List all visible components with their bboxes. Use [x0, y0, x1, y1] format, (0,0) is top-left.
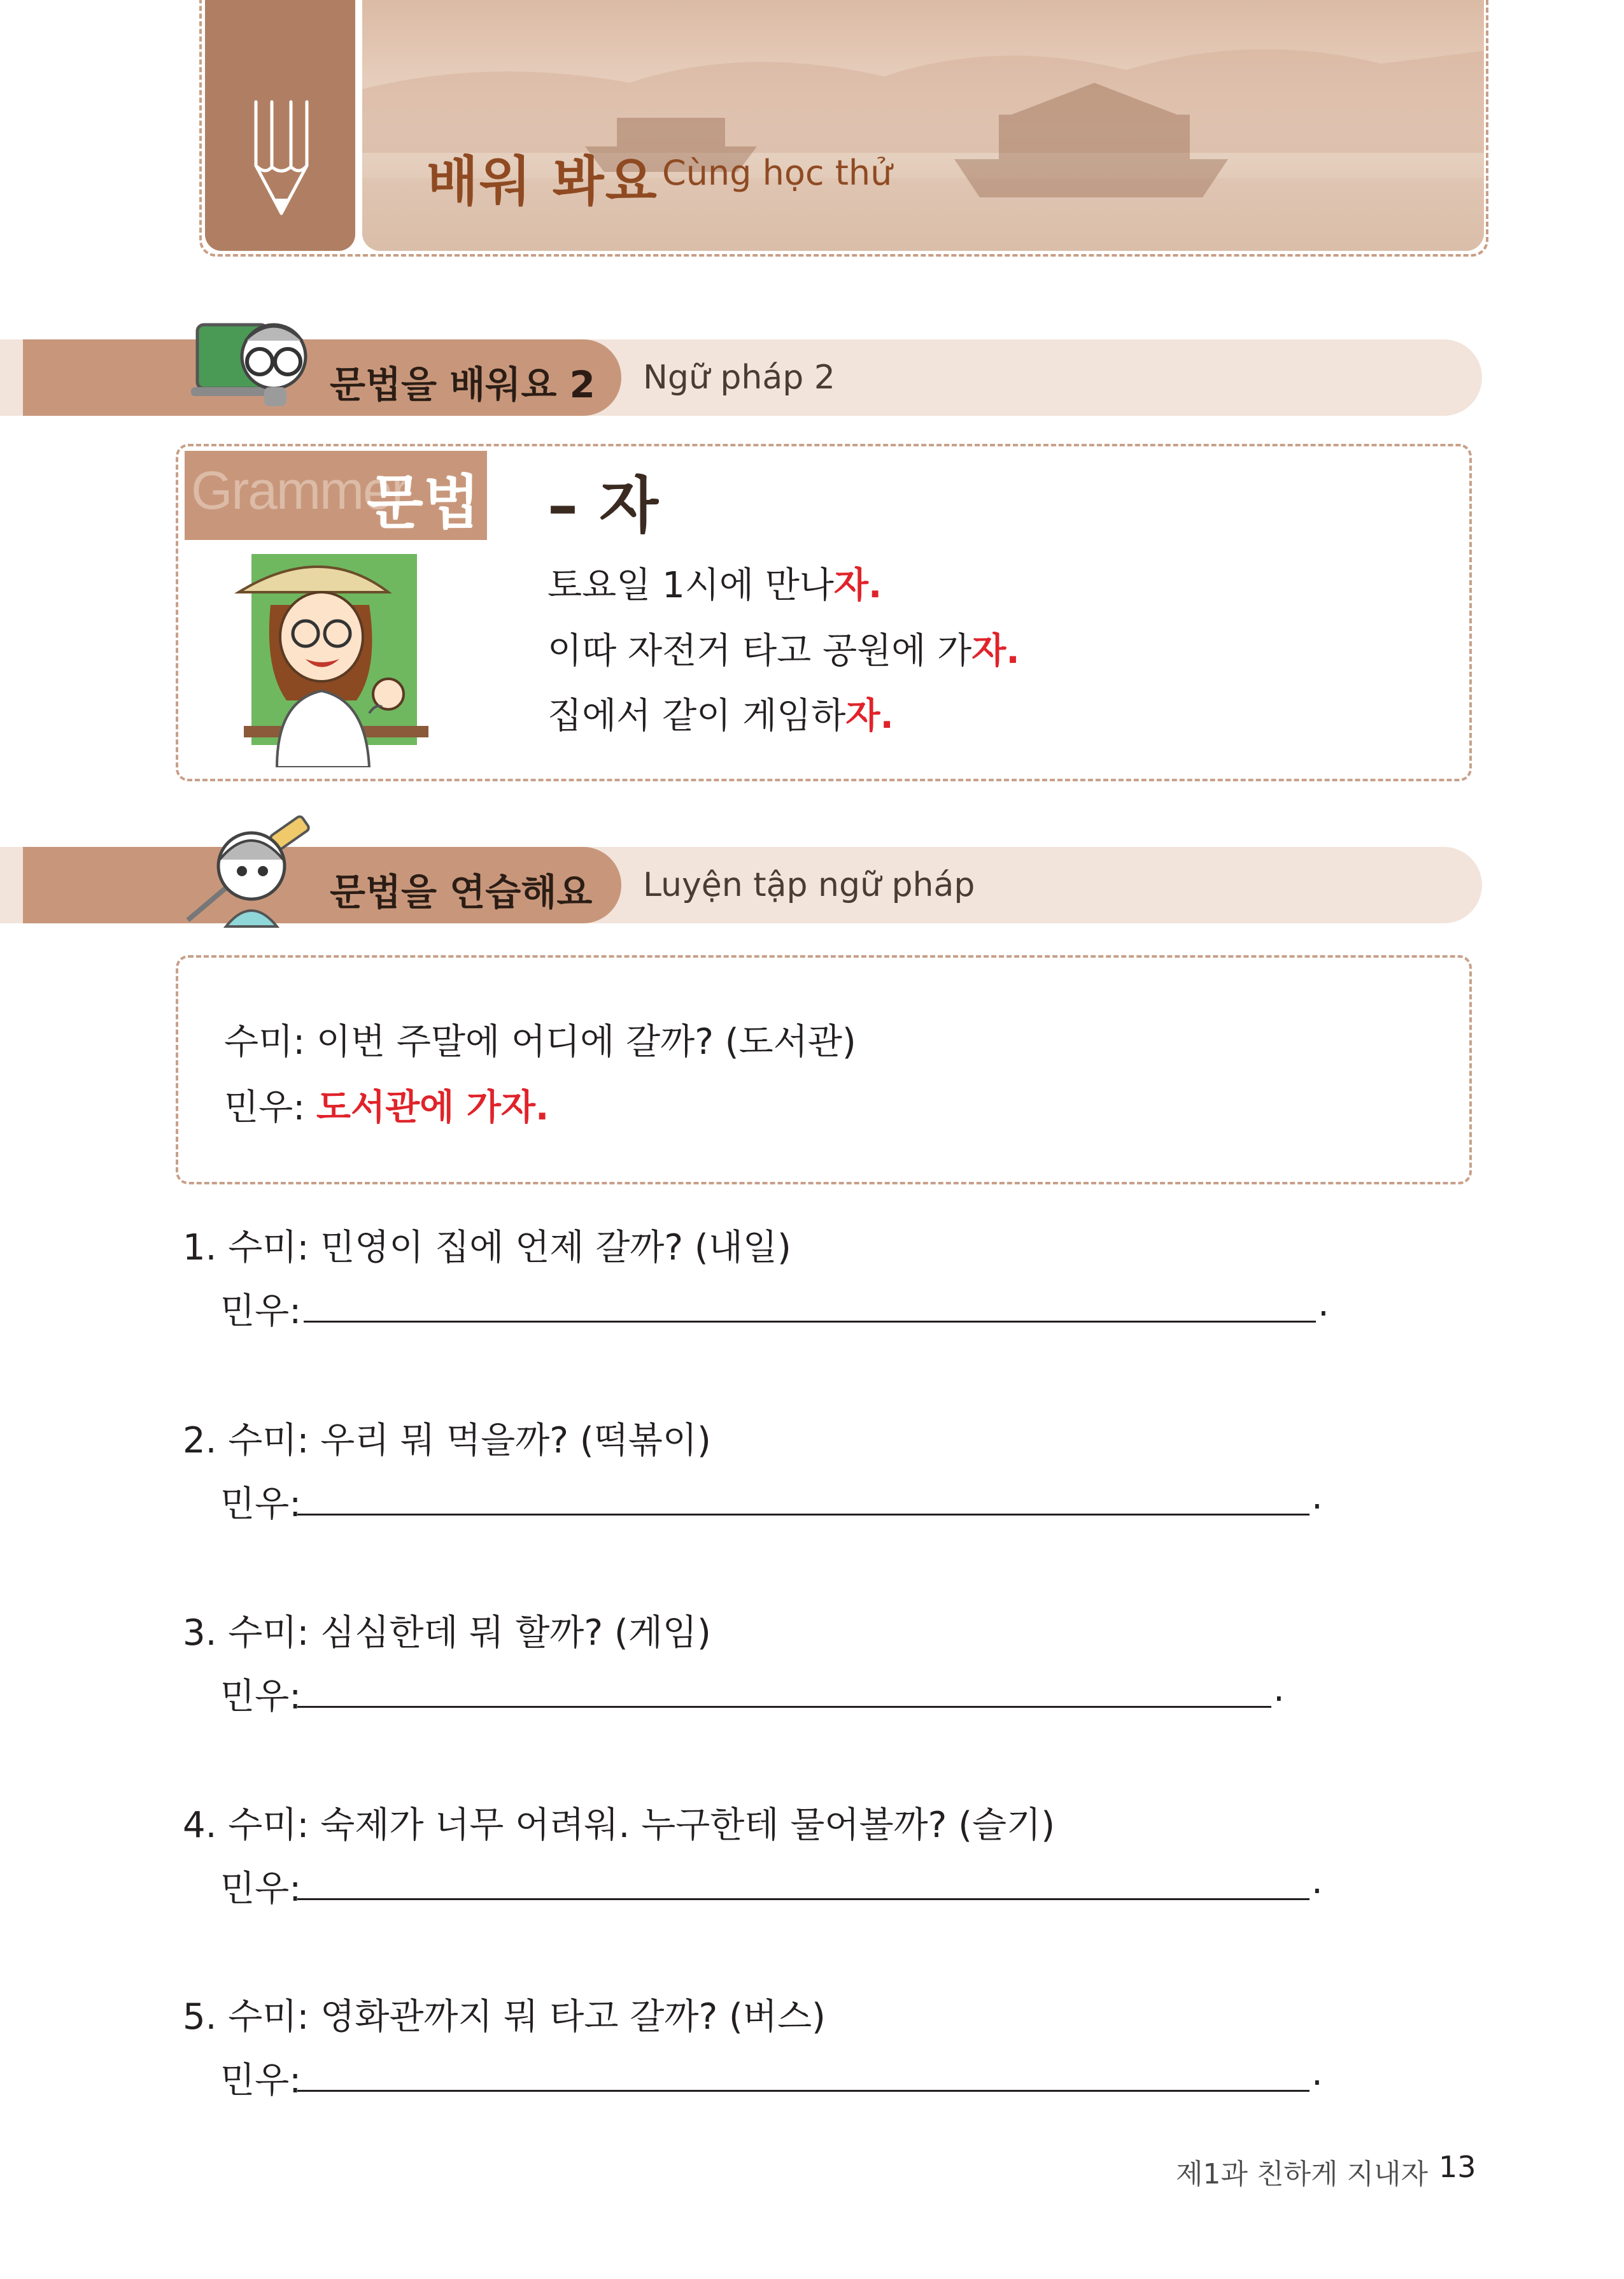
example-line: 집에서 같이 게임하자.	[547, 695, 894, 737]
teacher-glasses-icon	[191, 312, 318, 414]
answer-input-line[interactable]	[304, 1321, 1316, 1323]
pencil-character-icon	[181, 815, 315, 930]
grammar-label-en: Grammer	[191, 460, 408, 520]
grammar-heading: – 자	[547, 470, 659, 541]
page-number: 13	[1439, 2150, 1476, 2184]
answer-speaker: 민우:	[220, 2060, 302, 2101]
exercise-question: 4. 수미: 숙제가 너무 어려워. 누구한테 물어볼까? (슬기)	[183, 1805, 1056, 1846]
example-line: 이따 자전거 타고 공원에 가자.	[547, 630, 1020, 672]
pencil-icon	[243, 96, 320, 223]
answer-period: .	[1311, 1861, 1323, 1902]
exercise-question: 2. 수미: 우리 뭐 먹을까? (떡볶이)	[183, 1420, 711, 1461]
practice-section-title-vi: Luyện tập ngữ pháp	[643, 866, 975, 904]
practice-example-box	[176, 955, 1472, 1184]
example-line: 토요일 1시에 만나자.	[547, 565, 882, 606]
answer-period: .	[1311, 1476, 1323, 1517]
exercise-question: 3. 수미: 심심한데 뭐 할까? (게임)	[183, 1612, 711, 1654]
answer-period: .	[1311, 2052, 1323, 2094]
answer-input-line[interactable]	[297, 1514, 1310, 1516]
exercise-question: 5. 수미: 영화관까지 뭐 타고 갈까? (버스)	[183, 1996, 826, 2038]
answer-speaker: 민우:	[220, 1484, 302, 1525]
answer-input-line[interactable]	[297, 2090, 1310, 2092]
banner-title-vi: Cùng học thử	[662, 153, 893, 193]
grammar-label-ko: 문법	[367, 469, 480, 537]
answer-period: .	[1318, 1283, 1329, 1324]
grammar-section-title-vi: Ngữ pháp 2	[643, 359, 835, 397]
answer-speaker: 민우:	[220, 1291, 302, 1332]
answer-input-line[interactable]	[297, 1706, 1271, 1708]
footer-chapter: 제1과 친하게 지내자	[1176, 2158, 1428, 2190]
teacher-illustration	[226, 548, 449, 767]
answer-speaker: 민우:	[220, 1868, 302, 1910]
example-question: 수미: 이번 주말에 어디에 갈까? (도서관)	[224, 1021, 856, 1063]
banner-tab	[205, 0, 355, 251]
exercise-question: 1. 수미: 민영이 집에 언제 갈까? (내일)	[183, 1227, 791, 1268]
practice-section-title-ko: 문법을 연습해요	[330, 870, 593, 914]
example-answer: 민우: 도서관에 가자.	[224, 1087, 549, 1128]
answer-input-line[interactable]	[297, 1898, 1310, 1900]
answer-period: .	[1273, 1668, 1285, 1710]
banner-title-ko: 배워 봐요	[427, 150, 658, 213]
grammar-section-title-ko: 문법을 배워요 2	[330, 363, 595, 406]
answer-speaker: 민우:	[220, 1676, 302, 1717]
